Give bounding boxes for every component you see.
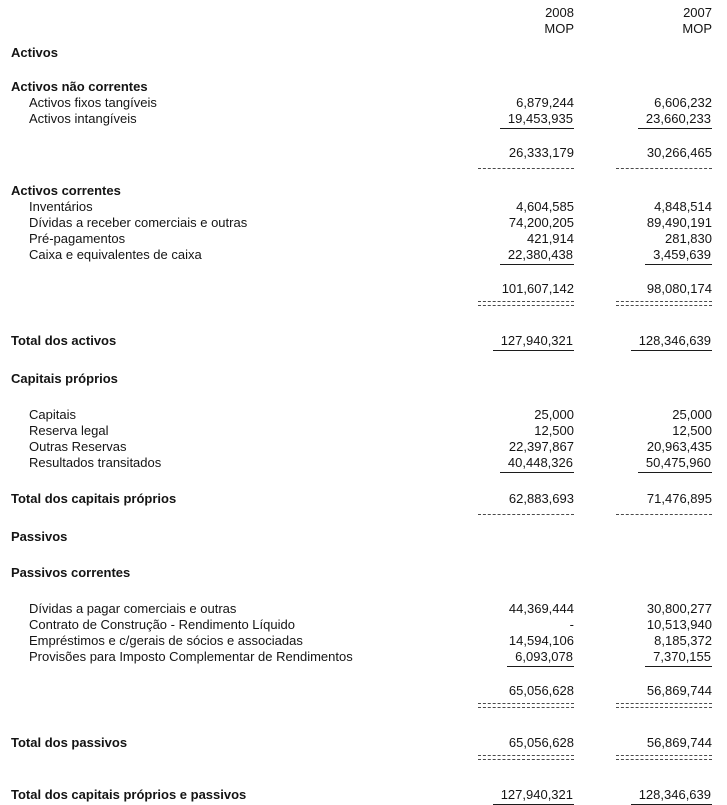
underlined-value: 23,660,233: [638, 111, 712, 129]
section-row-activos: [9, 45, 712, 61]
section-row-passivos-correntes: [9, 565, 712, 581]
value-2008: [436, 333, 574, 351]
currency-2008: MOP: [544, 21, 574, 36]
underlined-value: 128,346,639: [631, 333, 712, 351]
row-label: Total dos passivos: [11, 735, 128, 750]
section-title: Capitais próprios: [11, 371, 118, 386]
value-2008: 26,333,179: [508, 145, 574, 160]
separator-row: [9, 699, 712, 715]
value-2008: 44,369,444: [508, 601, 574, 616]
row-label: Reserva legal: [29, 423, 109, 438]
underlined-value: 22,380,438: [500, 247, 574, 265]
underlined-value: 6,093,078: [507, 649, 574, 667]
line-item-row: [9, 439, 712, 455]
dashed-rule: [436, 161, 574, 169]
value-2007: [574, 111, 712, 129]
value-2007: 98,080,174: [646, 281, 712, 296]
double-dashed-rule: [436, 297, 574, 306]
section-row-activos-correntes: [9, 183, 712, 199]
value-2007: [574, 247, 712, 265]
line-item-row: [9, 633, 712, 649]
value-2008: 421,914: [527, 231, 574, 246]
value-2008: 25,000: [534, 407, 574, 422]
value-2008: 4,604,585: [516, 199, 574, 214]
row-label: Resultados transitados: [29, 455, 162, 470]
row-label: Empréstimos e c/gerais de sócios e associadas: [29, 633, 303, 648]
value-2007: 6,606,232: [654, 95, 712, 110]
underlined-value: 3,459,639: [645, 247, 712, 265]
section-row-activos-nao-correntes: [9, 79, 712, 95]
value-2007: 4,848,514: [654, 199, 712, 214]
row-label: Dívidas a receber comerciais e outras: [29, 215, 248, 230]
section-row-capitais-proprios: [9, 371, 712, 387]
line-item-row: [9, 423, 712, 439]
separator-row: [9, 507, 712, 523]
subtotal-row: [9, 281, 712, 297]
double-dashed-rule: [436, 699, 574, 708]
value-2008: -: [569, 617, 574, 632]
value-2007: 56,869,744: [646, 735, 712, 750]
separator-row: [9, 751, 712, 767]
line-item-row: [9, 231, 712, 247]
double-dashed-rule: [436, 751, 574, 760]
underlined-value: 19,453,935: [500, 111, 574, 129]
line-item-row: [9, 407, 712, 423]
line-item-row: [9, 617, 712, 633]
underlined-value: 50,475,960: [638, 455, 712, 473]
line-item-row: [9, 111, 712, 129]
value-2007: 12,500: [672, 423, 712, 438]
value-2007: 89,490,191: [646, 215, 712, 230]
underlined-value: 128,346,639: [631, 787, 712, 805]
section-title: Passivos correntes: [11, 565, 131, 580]
value-2008: [436, 649, 574, 667]
total-row-capitais-proprios: [9, 491, 712, 507]
row-label: Total dos capitais próprios e passivos: [11, 787, 247, 802]
section-title: Activos não correntes: [11, 79, 148, 94]
value-2007: 20,963,435: [646, 439, 712, 454]
row-label: Provisões para Imposto Complementar de Rendimentos: [29, 649, 353, 664]
row-label: Activos fixos tangíveis: [29, 95, 157, 110]
section-title: Activos correntes: [11, 183, 121, 198]
value-2008: 12,500: [534, 423, 574, 438]
value-2007: 56,869,744: [646, 683, 712, 698]
value-2008: 74,200,205: [508, 215, 574, 230]
value-2007: 71,476,895: [646, 491, 712, 506]
value-2008: 14,594,106: [508, 633, 574, 648]
line-item-row: [9, 601, 712, 617]
line-item-row: [9, 199, 712, 215]
value-2007: 25,000: [672, 407, 712, 422]
line-item-row: [9, 649, 712, 667]
underlined-value: 127,940,321: [493, 787, 574, 805]
dashed-rule: [574, 507, 712, 515]
value-2008: 6,879,244: [516, 95, 574, 110]
double-dashed-rule: [574, 751, 712, 760]
dashed-rule: [574, 161, 712, 169]
row-label: Inventários: [29, 199, 93, 214]
section-title: Activos: [11, 45, 58, 60]
value-2008: 22,397,867: [508, 439, 574, 454]
double-dashed-rule: [574, 297, 712, 306]
total-row-passivos: [9, 735, 712, 751]
row-label: Total dos activos: [11, 333, 117, 348]
underlined-value: 40,448,326: [500, 455, 574, 473]
separator-row: [9, 297, 712, 313]
row-label: Capitais: [29, 407, 76, 422]
line-item-row: [9, 215, 712, 231]
row-label: Pré-pagamentos: [29, 231, 126, 246]
value-2007: 281,830: [665, 231, 712, 246]
year-2007-header: 2007: [683, 5, 712, 20]
underlined-value: 127,940,321: [493, 333, 574, 351]
value-2008: 65,056,628: [508, 683, 574, 698]
value-2007: 30,800,277: [646, 601, 712, 616]
total-row-activos: [9, 333, 712, 351]
value-2008: 65,056,628: [508, 735, 574, 750]
row-label: Caixa e equivalentes de caixa: [29, 247, 202, 262]
row-label: Contrato de Construção - Rendimento Líquido: [29, 617, 295, 632]
row-label: Total dos capitais próprios: [11, 491, 177, 506]
line-item-row: [9, 455, 712, 473]
separator-row: [9, 161, 712, 177]
column-headers-row: [9, 5, 712, 21]
section-row-passivos: [9, 529, 712, 545]
dashed-rule: [436, 507, 574, 515]
value-2007: [574, 455, 712, 473]
value-2008: [436, 111, 574, 129]
section-title: Passivos: [11, 529, 68, 544]
subtotal-row: [9, 683, 712, 699]
row-label: Outras Reservas: [29, 439, 127, 454]
value-2007: 30,266,465: [646, 145, 712, 160]
value-2007: 8,185,372: [654, 633, 712, 648]
row-label: Dívidas a pagar comerciais e outras: [29, 601, 237, 616]
double-dashed-rule: [574, 699, 712, 708]
currency-row: [9, 21, 712, 37]
value-2007: 10,513,940: [646, 617, 712, 632]
value-2007: [574, 787, 712, 805]
line-item-row: [9, 247, 712, 265]
currency-2007: MOP: [682, 21, 712, 36]
value-2007: [574, 649, 712, 667]
value-2007: [574, 333, 712, 351]
year-2008-header: 2008: [545, 5, 574, 20]
total-row-capitais-e-passivos: [9, 787, 712, 805]
value-2008: 62,883,693: [508, 491, 574, 506]
underlined-value: 7,370,155: [645, 649, 712, 667]
subtotal-row: [9, 145, 712, 161]
value-2008: 101,607,142: [501, 281, 574, 296]
line-item-row: [9, 95, 712, 111]
value-2008: [436, 247, 574, 265]
value-2008: [436, 455, 574, 473]
value-2008: [436, 787, 574, 805]
row-label: Activos intangíveis: [29, 111, 137, 126]
